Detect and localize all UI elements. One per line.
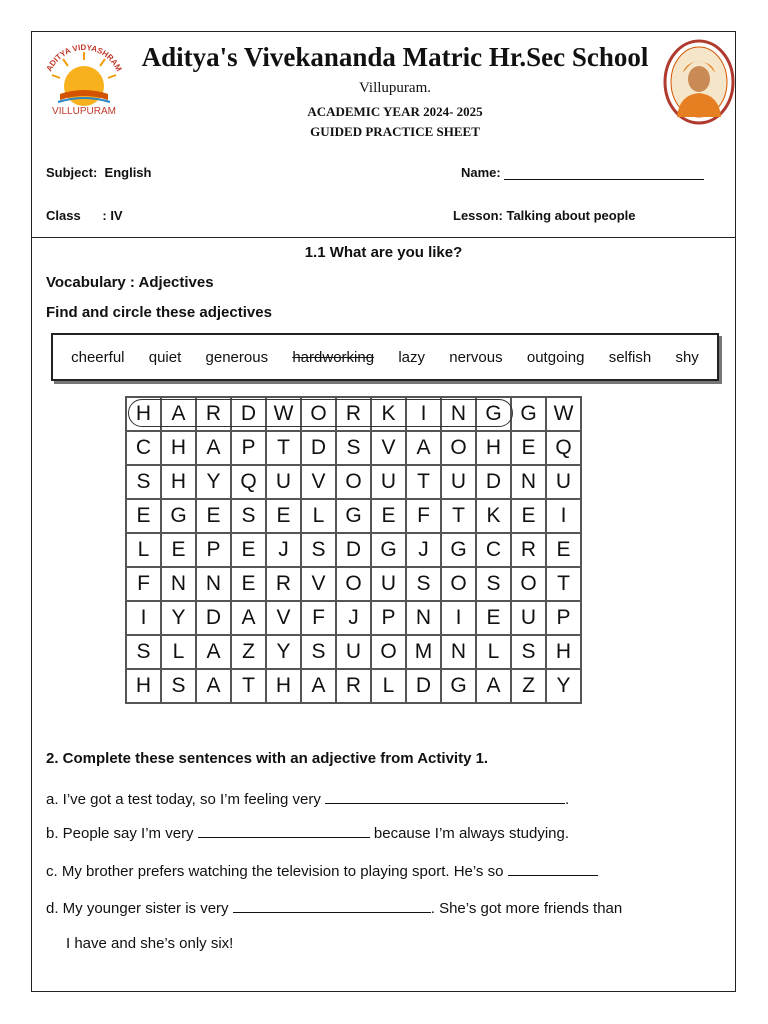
sentence-a [46,790,569,808]
grid-letter[interactable]: Y [266,635,301,669]
word-selfish: selfish [608,348,652,366]
grid-letter[interactable]: J [336,601,371,635]
grid-letter[interactable]: E [476,601,511,635]
grid-letter[interactable]: E [371,499,406,533]
grid-letter[interactable]: Z [511,669,546,703]
grid-letter[interactable]: S [406,567,441,601]
grid-letter[interactable]: A [406,431,441,465]
name-row [461,165,704,180]
answer-blank-d[interactable] [233,899,431,913]
grid-letter[interactable]: S [126,465,161,499]
name-label: Name: [461,165,501,180]
grid-letter[interactable]: H [266,669,301,703]
grid-letter[interactable]: E [546,533,581,567]
grid-letter[interactable]: K [371,397,406,431]
grid-letter[interactable]: R [336,669,371,703]
sentence-d-continued: I have and she’s only six! [66,935,234,952]
grid-letter[interactable]: N [196,567,231,601]
grid-letter[interactable]: H [476,431,511,465]
grid-letter[interactable]: R [336,397,371,431]
grid-letter[interactable]: H [161,431,196,465]
grid-letter[interactable]: F [126,567,161,601]
word-quiet: quiet [148,348,182,366]
sentence-b [46,824,569,842]
svg-text:ADITYA VIDYASHRAM: ADITYA VIDYASHRAM [44,42,124,73]
sentence-a-text: a. I’ve got a test today, so I’m feeling very [46,791,321,808]
answer-blank-b[interactable] [198,824,370,838]
grid-letter[interactable]: E [161,533,196,567]
grid-row [126,567,581,601]
sentence-a-end: . [565,791,570,808]
vocabulary-heading: Vocabulary : Adjectives [46,274,214,291]
sentence-c-text: c. My brother prefers watching the television to playing sport. He’s so [46,863,504,880]
grid-letter[interactable]: S [301,635,336,669]
grid-letter[interactable]: I [441,601,476,635]
grid-letter[interactable]: P [196,533,231,567]
adjective-word-bank [51,333,719,381]
grid-letter[interactable]: D [231,397,266,431]
grid-letter[interactable]: J [406,533,441,567]
lesson-row [453,208,636,223]
sheet-type: GUIDED PRACTICE SHEET [310,124,480,139]
grid-letter[interactable]: G [371,533,406,567]
grid-letter[interactable]: O [371,635,406,669]
word-hardworking: hardworking [292,348,375,366]
lesson-label: Lesson: [453,208,503,223]
grid-letter[interactable]: W [546,397,581,431]
grid-letter[interactable]: N [161,567,196,601]
grid-row [126,431,581,465]
grid-letter[interactable]: P [371,601,406,635]
grid-letter[interactable]: O [441,431,476,465]
word-cheerful: cheerful [71,348,125,366]
grid-letter[interactable]: T [546,567,581,601]
answer-blank-c[interactable] [508,862,598,876]
lesson-value: Talking about people [506,208,636,223]
grid-letter[interactable]: H [546,635,581,669]
grid-letter[interactable]: Z [231,635,266,669]
sentence-c [46,862,598,880]
academic-year: ACADEMIC YEAR 2024- 2025 [307,104,483,119]
grid-row [126,465,581,499]
grid-letter[interactable]: U [441,465,476,499]
portrait-seal [663,39,735,125]
school-logo [38,38,130,118]
grid-letter[interactable]: S [161,669,196,703]
grid-letter[interactable]: S [231,499,266,533]
grid-letter[interactable]: O [336,465,371,499]
grid-letter[interactable]: A [161,397,196,431]
activity-instruction: Find and circle these adjectives [46,304,272,321]
word-shy: shy [675,348,699,366]
grid-letter[interactable]: Y [546,669,581,703]
grid-letter[interactable]: S [476,567,511,601]
word-outgoing: outgoing [526,348,585,366]
grid-letter[interactable]: N [441,397,476,431]
sentence-d [46,899,622,917]
grid-letter[interactable]: R [266,567,301,601]
grid-row [126,601,581,635]
grid-letter[interactable]: A [196,669,231,703]
grid-letter[interactable]: G [511,397,546,431]
grid-letter[interactable]: E [511,431,546,465]
grid-letter[interactable]: M [406,635,441,669]
word-generous: generous [205,348,269,366]
subject-row [46,165,151,180]
grid-letter[interactable]: Q [231,465,266,499]
question-2-heading: 2. Complete these sentences with an adjective from Activity 1. [46,750,489,767]
subject-label: Subject: [46,165,98,180]
grid-letter[interactable]: V [371,431,406,465]
header-divider [32,237,735,238]
grid-letter[interactable]: L [301,499,336,533]
grid-letter[interactable]: W [266,397,301,431]
svg-text:VILLUPURAM: VILLUPURAM [52,106,116,117]
school-place: Villupuram. [358,80,431,96]
grid-letter[interactable]: O [301,397,336,431]
grid-letter[interactable]: Q [546,431,581,465]
grid-letter[interactable]: N [406,601,441,635]
grid-row [126,499,581,533]
grid-letter[interactable]: Y [196,465,231,499]
grid-letter[interactable]: T [406,465,441,499]
grid-letter[interactable]: G [441,533,476,567]
school-name: Aditya's Vivekananda Matric Hr.Sec School [141,42,649,72]
grid-letter[interactable]: A [301,669,336,703]
grid-letter[interactable]: I [406,397,441,431]
grid-letter[interactable]: D [196,601,231,635]
grid-letter[interactable]: U [371,567,406,601]
grid-letter[interactable]: T [441,499,476,533]
grid-letter[interactable]: E [196,499,231,533]
grid-letter[interactable]: O [441,567,476,601]
grid-row [126,669,581,703]
worksheet-page [31,31,736,992]
grid-letter[interactable]: D [336,533,371,567]
grid-letter[interactable]: G [336,499,371,533]
word-nervous: nervous [449,348,503,366]
grid-letter[interactable]: L [161,635,196,669]
sentence-d-text: d. My younger sister is very [46,900,229,917]
grid-letter[interactable]: H [126,397,161,431]
grid-letter[interactable]: O [336,567,371,601]
grid-letter[interactable]: L [371,669,406,703]
grid-letter[interactable]: U [511,601,546,635]
grid-letter[interactable]: H [126,669,161,703]
grid-letter[interactable]: L [476,635,511,669]
grid-letter[interactable]: F [406,499,441,533]
grid-letter[interactable]: A [231,601,266,635]
grid-letter[interactable]: R [196,397,231,431]
grid-letter[interactable]: C [476,533,511,567]
grid-letter[interactable]: K [476,499,511,533]
grid-letter[interactable]: T [266,431,301,465]
grid-letter[interactable]: D [301,431,336,465]
grid-letter[interactable]: F [301,601,336,635]
grid-letter[interactable]: A [196,635,231,669]
grid-letter[interactable]: E [231,533,266,567]
grid-letter[interactable]: R [511,533,546,567]
name-blank[interactable] [504,167,704,180]
section-title: 1.1 What are you like? [304,244,463,261]
class-row [46,208,123,223]
grid-letter[interactable]: S [511,635,546,669]
grid-letter[interactable]: U [546,465,581,499]
grid-letter[interactable]: U [266,465,301,499]
sentence-b-end: because I’m always studying. [373,825,570,842]
grid-letter[interactable]: S [301,533,336,567]
grid-letter[interactable]: U [336,635,371,669]
grid-letter[interactable]: O [511,567,546,601]
grid-letter[interactable]: S [126,635,161,669]
grid-letter[interactable]: E [266,499,301,533]
grid-letter[interactable]: D [476,465,511,499]
word-search-grid[interactable] [125,396,582,704]
grid-row [126,533,581,567]
grid-letter[interactable]: U [371,465,406,499]
grid-letter[interactable]: P [546,601,581,635]
grid-letter[interactable]: E [511,499,546,533]
grid-letter[interactable]: T [231,669,266,703]
subject-value: English [104,165,152,180]
grid-letter[interactable]: J [266,533,301,567]
grid-letter[interactable]: P [231,431,266,465]
grid-letter[interactable]: G [161,499,196,533]
grid-letter[interactable]: G [476,397,511,431]
class-label: Class [46,208,81,223]
grid-letter[interactable]: N [441,635,476,669]
grid-letter[interactable]: I [546,499,581,533]
sentence-b-text: b. People say I’m very [46,825,194,842]
class-value: : IV [102,208,123,223]
answer-blank-a[interactable] [325,790,565,804]
grid-letter[interactable]: N [511,465,546,499]
grid-letter[interactable]: S [336,431,371,465]
grid-letter[interactable]: E [231,567,266,601]
grid-letter[interactable]: V [301,465,336,499]
grid-letter[interactable]: C [126,431,161,465]
found-word-circle [128,399,513,427]
grid-letter[interactable]: E [126,499,161,533]
grid-letter[interactable]: V [266,601,301,635]
grid-letter[interactable]: A [476,669,511,703]
grid-letter[interactable]: H [161,465,196,499]
grid-letter[interactable]: Y [161,601,196,635]
word-lazy: lazy [398,348,425,366]
grid-letter[interactable]: V [301,567,336,601]
grid-letter[interactable]: L [126,533,161,567]
grid-row [126,635,581,669]
sentence-d-end: . She’s got more friends than [430,900,623,917]
grid-letter[interactable]: G [441,669,476,703]
grid-letter[interactable]: D [406,669,441,703]
grid-letter[interactable]: A [196,431,231,465]
grid-letter[interactable]: I [126,601,161,635]
